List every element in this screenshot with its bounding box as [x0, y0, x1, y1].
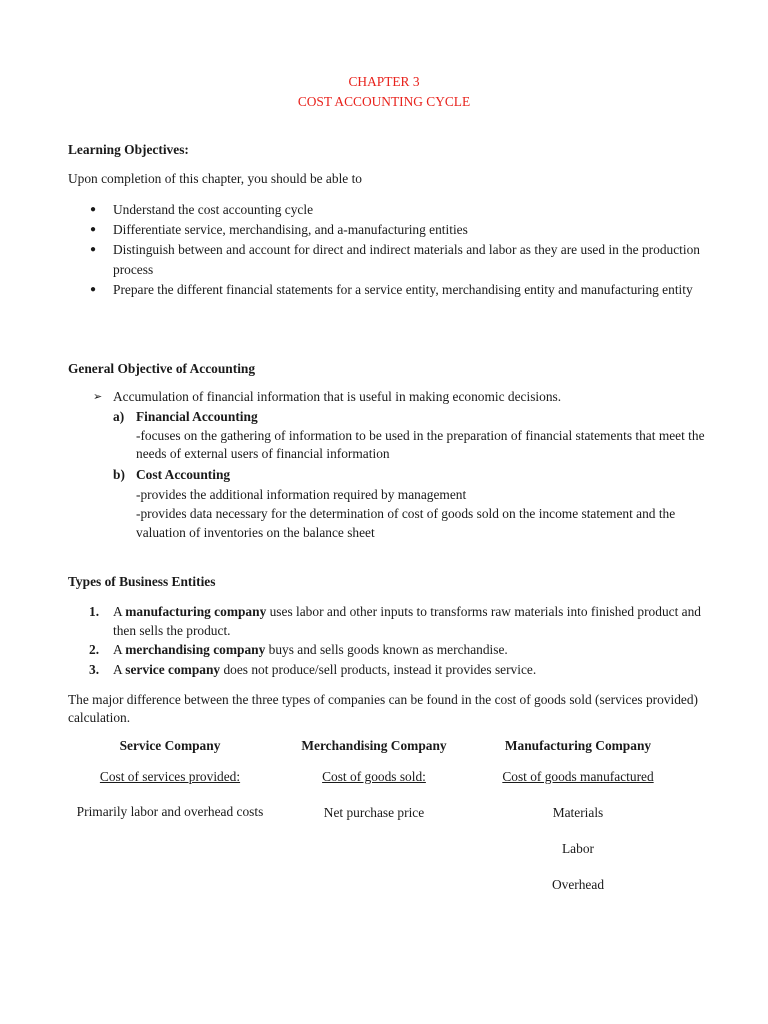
list-number: 3. [89, 662, 100, 677]
document-page: CHAPTER 3 COST ACCOUNTING CYCLE Learning Objectives: Upon completion of this chapter, you should be able to ● Understand the cost accounting cycle ● Differentiate service, merchandising, and a-manufacturing entities ● Distinguish between and account for direct and indirect materials and labor as they are used in the production process ● Prepare the different financial statements for a service entity, merchandising entity and manufacturing entity General Objective of Accounting ➢ Accumulation of financial information that is useful in making economic decisions. a) Financial Accounting -focuses on the gathering of information to be used in the preparation of financial statements that meet the needs of external users of financial information b) Cost Accounting -provides the additional information required by management -provides data necessary for the determination of cost of goods sold on the income statement and the valuation of inventories on the balance sheet Types of Business Entities 1. A manufacturing company uses labor and other inputs to transforms raw materials into finished product and then sells the product. 2. A merchandising company buys and sells goods known as merchandise. 3. A service company does not produce/sell products, instead it provides service. The major difference between the three types of companies can be found in the cost of goods sold (services provided) calculation. Service Company Merchandising Company Manufacturing Company Cost of services provided: Cost of goods sold: Cost of goods manufactured Primarily labor and overhead costs Net purchase price Materials Labor Overhead [0, 0, 768, 1024]
difference-paragraph: The major difference between the three types of companies can be found in the cost of goods sold (services provided) calculation. [68, 692, 699, 725]
column-header-service: Service Company [119, 738, 221, 753]
general-objective-heading: General Objective of Accounting [68, 361, 256, 376]
service-cost-item: Primarily labor and overhead costs [76, 804, 264, 819]
column-header-merchandising: Merchandising Company [301, 738, 447, 753]
manufacturing-cost-item: Overhead [551, 877, 605, 892]
list-marker-a: a) [113, 409, 125, 424]
chapter-title: COST ACCOUNTING CYCLE [297, 94, 471, 109]
column-subheader-manufacturing: Cost of goods manufactured [502, 769, 654, 784]
learning-objectives-intro: Upon completion of this chapter, you should be able to [68, 171, 362, 186]
learning-objectives-heading: Learning Objectives: [68, 142, 189, 157]
list-marker-b: b) [113, 467, 125, 482]
manufacturing-cost-item: Labor [562, 841, 594, 856]
column-subheader-service: Cost of services provided: [99, 769, 241, 784]
list-number: 2. [89, 642, 100, 657]
general-objective-point: Accumulation of financial information that is useful in making economic decisions. [113, 389, 562, 404]
chapter-number: CHAPTER 3 [348, 74, 420, 89]
cost-accounting-title: Cost Accounting [136, 467, 231, 482]
entity-manufacturing: A manufacturing company uses labor and other inputs to transforms raw materials into finished product and then sells the product. [113, 604, 701, 638]
merchandising-cost-item: Net purchase price [323, 805, 425, 820]
bullet-icon: ● [90, 284, 97, 295]
financial-accounting-title: Financial Accounting [136, 409, 258, 424]
list-number: 1. [89, 604, 100, 619]
cost-accounting-desc-2: -provides data necessary for the determination of cost of goods sold on the income statement and the valuation of inventories on the balance sheet [136, 506, 676, 540]
manufacturing-cost-item: Materials [552, 805, 604, 820]
column-subheader-merchandising: Cost of goods sold: [322, 769, 426, 784]
entity-service: A service company does not produce/sell products, instead it provides service. [113, 662, 537, 677]
arrow-bullet-icon: ➢ [93, 391, 103, 403]
cost-accounting-desc-1: -provides the additional information required by management [136, 487, 467, 502]
types-heading: Types of Business Entities [68, 574, 216, 589]
bullet-icon: ● [90, 224, 97, 235]
column-header-manufacturing: Manufacturing Company [504, 738, 652, 753]
bullet-icon: ● [90, 244, 97, 255]
bullet-icon: ● [90, 204, 97, 215]
financial-accounting-desc: -focuses on the gathering of information to be used in the preparation of financial statements that meet the needs of external users of financial information [136, 428, 705, 461]
entity-merchandising: A merchandising company buys and sells goods known as merchandise. [113, 642, 508, 657]
